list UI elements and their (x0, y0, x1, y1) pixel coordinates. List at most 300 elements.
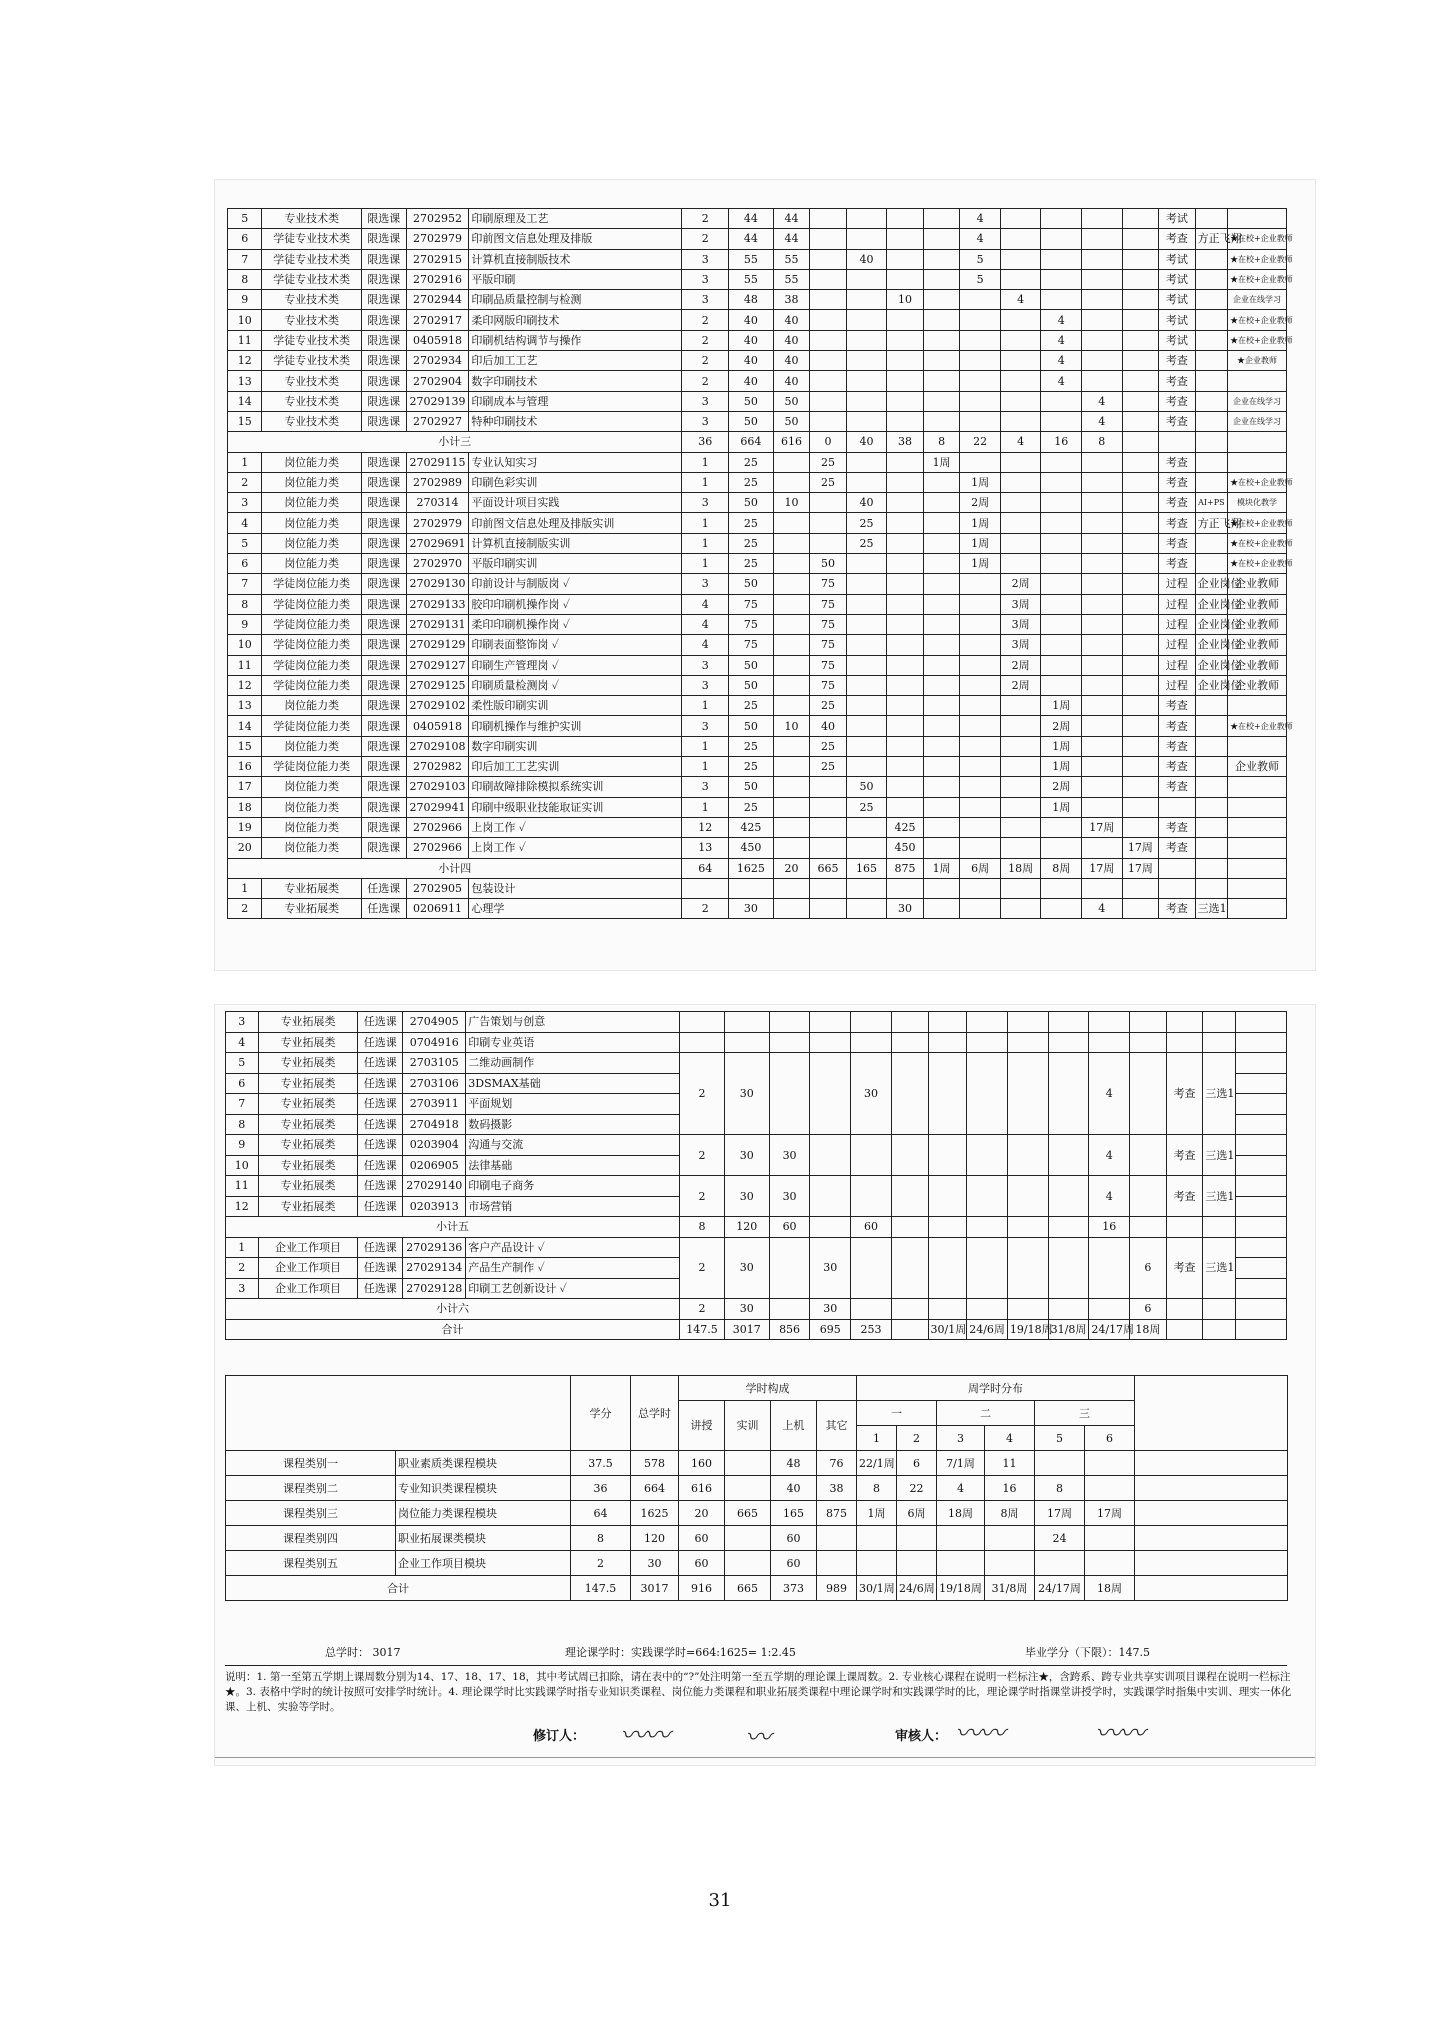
table-cell: 40 (773, 330, 810, 350)
table-cell (960, 290, 1001, 310)
table-cell: 任选课 (358, 1176, 403, 1197)
table-cell: 限选课 (361, 209, 406, 229)
table-cell: ★在校+企业教师 (1228, 554, 1287, 574)
table-cell: 考查 (1159, 716, 1196, 736)
table-cell (923, 554, 960, 574)
table-cell: 企业岗位 (1195, 635, 1227, 655)
table-cell: 2 (682, 310, 729, 330)
table-row (228, 878, 1287, 898)
table-cell: 44 (773, 209, 810, 229)
table-cell: 限选课 (361, 371, 406, 391)
table-cell: 38 (773, 290, 810, 310)
table-cell: 64 (682, 858, 729, 878)
table-cell (846, 614, 887, 634)
table-cell: 2702982 (406, 757, 469, 777)
table-cell (923, 351, 960, 371)
summary-table (225, 1375, 1288, 1601)
table-cell (1000, 310, 1041, 330)
table-cell: 限选课 (361, 249, 406, 269)
table-cell (1082, 371, 1123, 391)
table-cell: 过程 (1159, 635, 1196, 655)
table-cell (887, 472, 924, 492)
table-cell: 企业在线学习 (1228, 290, 1287, 310)
table-cell: 法律基础 (466, 1155, 680, 1176)
table-cell: 2702916 (406, 269, 469, 289)
table-cell: 2702966 (406, 817, 469, 837)
table-cell (1041, 229, 1082, 249)
table-cell (923, 696, 960, 716)
table-cell (773, 797, 810, 817)
table-cell: 模块化教学 (1228, 493, 1287, 513)
table-cell: 24/6周 (897, 1576, 937, 1601)
table-cell: 16 (1089, 1217, 1130, 1238)
table-cell: 40 (729, 371, 774, 391)
table-cell: 2704918 (403, 1114, 466, 1135)
table-row (228, 655, 1287, 675)
header-credit: 学分 (571, 1376, 631, 1451)
table-cell: 30 (769, 1176, 810, 1217)
table-cell (1122, 675, 1159, 695)
table-cell: 限选课 (361, 452, 406, 472)
table-cell: 24/6周 (967, 1319, 1008, 1340)
table-cell (1122, 594, 1159, 614)
table-cell (773, 696, 810, 716)
table-cell (1122, 899, 1159, 919)
table-cell: 考查 (1159, 736, 1196, 756)
table-cell (846, 290, 887, 310)
table-cell: 50 (729, 493, 774, 513)
table-cell (846, 594, 887, 614)
table-cell (1041, 249, 1082, 269)
table-cell (1195, 716, 1227, 736)
table-cell: 岗位能力类课程模块 (396, 1501, 571, 1526)
summary-row (226, 1501, 1288, 1526)
table-cell: 三选1 (1195, 899, 1227, 919)
table-cell (1000, 209, 1041, 229)
table-cell: 印刷质量检测岗 ✓ (469, 675, 682, 695)
table-row (228, 899, 1287, 919)
table-cell (1228, 736, 1287, 756)
table-cell (846, 899, 887, 919)
table-cell: 75 (729, 614, 774, 634)
table-cell: 学徒专业技术类 (262, 351, 361, 371)
table-cell (1122, 411, 1159, 431)
table-cell: 包装设计 (469, 878, 682, 898)
subtotal-label: 小计六 (226, 1299, 680, 1320)
table-cell (1122, 229, 1159, 249)
table-cell: 27029115 (406, 452, 469, 472)
table-cell: 2702966 (406, 838, 469, 858)
table-row (228, 310, 1287, 330)
table-cell (887, 736, 924, 756)
table-cell: 3017 (631, 1576, 679, 1601)
table-cell: 1 (682, 533, 729, 553)
table-cell: 专业拓展类 (258, 1094, 358, 1115)
table-cell (960, 371, 1001, 391)
table-cell (846, 472, 887, 492)
table-cell: 3 (682, 675, 729, 695)
table-cell (846, 209, 887, 229)
table-cell: 48 (729, 290, 774, 310)
table-cell: 13 (228, 371, 262, 391)
table-cell: 25 (810, 696, 847, 716)
table-row (226, 1012, 1287, 1033)
table-cell (891, 1299, 928, 1320)
table-cell (923, 655, 960, 675)
table-cell: 印刷专业英语 (466, 1032, 680, 1053)
table-cell: 8 (923, 432, 960, 452)
table-cell: 企业岗位 (1195, 675, 1227, 695)
table-cell (846, 554, 887, 574)
table-cell: 25 (810, 472, 847, 492)
table-cell (851, 1032, 892, 1053)
table-cell (1122, 716, 1159, 736)
table-cell (1041, 594, 1082, 614)
table-cell (769, 1299, 810, 1320)
table-cell (1228, 696, 1287, 716)
table-cell (1195, 817, 1227, 837)
table-cell: 限选课 (361, 716, 406, 736)
table-row (228, 838, 1287, 858)
subtotal-6 (226, 1299, 1287, 1320)
table-cell (1135, 1376, 1288, 1451)
table-row (228, 229, 1287, 249)
table-cell: 数码摄影 (466, 1114, 680, 1135)
table-cell: 18周 (1000, 858, 1041, 878)
table-cell (923, 209, 960, 229)
table-cell (1000, 371, 1041, 391)
table-cell (773, 757, 810, 777)
table-cell: 2703105 (403, 1053, 466, 1074)
summary-total (226, 1576, 1288, 1601)
table-cell: 1 (682, 757, 729, 777)
table-cell: 17周 (1085, 1501, 1135, 1526)
table-cell (923, 838, 960, 858)
table-cell: 40 (729, 351, 774, 371)
table-cell: 1周 (960, 554, 1001, 574)
table-cell (1235, 1114, 1286, 1135)
table-cell: 8周 (985, 1501, 1035, 1526)
table-cell: 4 (960, 229, 1001, 249)
table-cell: 限选课 (361, 472, 406, 492)
table-cell (923, 229, 960, 249)
table-cell: 上岗工作 ✓ (469, 838, 682, 858)
table-cell: 27029131 (406, 614, 469, 634)
table-cell: 75 (729, 635, 774, 655)
table-cell (1166, 1032, 1203, 1053)
table-cell: 40 (773, 351, 810, 371)
table-cell: 13 (682, 838, 729, 858)
table-cell: 10 (226, 1155, 259, 1176)
table-cell (1082, 249, 1123, 269)
table-cell (1041, 817, 1082, 837)
table-cell (887, 777, 924, 797)
table-cell (928, 1012, 967, 1033)
table-cell: 学徒岗位能力类 (262, 614, 361, 634)
table-cell: 0 (810, 432, 847, 452)
table-cell (1235, 1012, 1286, 1033)
table-cell: 3周 (1000, 614, 1041, 634)
table-cell (773, 452, 810, 472)
table-cell (1122, 736, 1159, 756)
table-cell: 6周 (960, 858, 1001, 878)
table-cell (1000, 229, 1041, 249)
table-cell (769, 1032, 810, 1053)
table-cell (1035, 1551, 1085, 1576)
table-cell (810, 1135, 851, 1176)
table-cell: 6 (226, 1073, 259, 1094)
table-cell: 8周 (1041, 858, 1082, 878)
table-cell: 16 (1041, 432, 1082, 452)
table-cell: 3 (682, 290, 729, 310)
table-cell (1089, 1012, 1130, 1033)
table-row (226, 1053, 1287, 1074)
table-cell (960, 330, 1001, 350)
table-cell (1007, 1012, 1048, 1033)
table-cell (773, 472, 810, 492)
table-cell: 4 (1000, 432, 1041, 452)
table-cell (1082, 472, 1123, 492)
table-cell (810, 1217, 851, 1238)
table-cell (1135, 1476, 1288, 1501)
table-cell: 专业拓展类 (258, 1032, 358, 1053)
table-cell: 0203913 (403, 1196, 466, 1217)
table-cell (1235, 1278, 1286, 1299)
table-cell: 4 (1041, 371, 1082, 391)
table-cell: 13 (228, 696, 262, 716)
table-cell: 限选课 (361, 817, 406, 837)
table-cell: 企业工作项目模块 (396, 1551, 571, 1576)
table-cell (846, 269, 887, 289)
table-cell (1235, 1155, 1286, 1176)
table-cell: AI+PS (1195, 493, 1227, 513)
table-cell (1085, 1476, 1135, 1501)
table-cell: 25 (729, 452, 774, 472)
table-cell: 50 (729, 675, 774, 695)
table-cell (1082, 635, 1123, 655)
table-cell: 1 (682, 736, 729, 756)
table-cell: 6 (228, 554, 262, 574)
table-cell (1082, 493, 1123, 513)
table-cell: 2 (226, 1258, 259, 1279)
table-row (228, 472, 1287, 492)
table-cell (226, 1376, 571, 1451)
table-cell: 31/8周 (985, 1576, 1035, 1601)
table-cell (817, 1551, 857, 1576)
table-cell: 1 (682, 797, 729, 817)
table-cell (769, 1053, 810, 1135)
table-cell: 38 (817, 1476, 857, 1501)
table-cell: 55 (729, 249, 774, 269)
table-cell: 2 (680, 1135, 725, 1176)
table-cell: 过程 (1159, 594, 1196, 614)
table-cell: 36 (682, 432, 729, 452)
table-cell: 50 (729, 391, 774, 411)
table-cell: 实训 (725, 1401, 771, 1451)
table-cell: 职业拓展课类模块 (396, 1526, 571, 1551)
table-cell (923, 594, 960, 614)
table-cell: 考查 (1159, 493, 1196, 513)
table-cell (810, 209, 847, 229)
table-cell (923, 472, 960, 492)
table-cell (1082, 594, 1123, 614)
table-cell (1082, 757, 1123, 777)
table-cell: 平面规划 (466, 1094, 680, 1115)
table-cell: 4 (960, 209, 1001, 229)
table-cell: 30 (887, 899, 924, 919)
min-credits: 毕业学分（下限）：147.5 (1025, 1646, 1150, 1659)
table-row (228, 209, 1287, 229)
table-cell (810, 351, 847, 371)
table-cell: 147.5 (680, 1319, 725, 1340)
table-cell: 17周 (1122, 858, 1159, 878)
table-cell: 课程类别四 (226, 1526, 396, 1551)
table-cell: 25 (729, 472, 774, 492)
table-cell: 120 (631, 1526, 679, 1551)
table-cell: 岗位能力类 (262, 838, 361, 858)
table-cell: 165 (771, 1501, 817, 1526)
table-cell (960, 351, 1001, 371)
table-cell: 40 (773, 371, 810, 391)
table-cell: 0405918 (406, 330, 469, 350)
table-cell: 1周 (1041, 757, 1082, 777)
table-cell: ★在校+企业教师 (1228, 269, 1287, 289)
table-cell: 30 (729, 899, 774, 919)
table-cell: 考查 (1166, 1176, 1203, 1217)
table-cell: 10 (773, 716, 810, 736)
table-cell (1048, 1135, 1089, 1176)
table-cell (1228, 838, 1287, 858)
table-cell (960, 391, 1001, 411)
table-cell (923, 899, 960, 919)
table-cell (773, 655, 810, 675)
table-cell (846, 574, 887, 594)
table-cell: 50 (729, 716, 774, 736)
table-cell: 3 (682, 391, 729, 411)
table-cell (923, 513, 960, 533)
table-cell: 25 (846, 533, 887, 553)
table-cell (846, 330, 887, 350)
table-cell: 2 (228, 472, 262, 492)
table-cell: 专业技术类 (262, 371, 361, 391)
table-row (226, 1237, 1287, 1258)
table-cell: 60 (769, 1217, 810, 1238)
table-cell: 印刷中级职业技能取证实训 (469, 797, 682, 817)
table-cell: 考试 (1159, 269, 1196, 289)
table-row (228, 371, 1287, 391)
table-cell: 3 (682, 574, 729, 594)
table-cell: 平版印刷实训 (469, 554, 682, 574)
table-cell: 考试 (1159, 249, 1196, 269)
table-cell (773, 574, 810, 594)
table-cell: 30 (724, 1299, 769, 1320)
table-cell: 12 (226, 1196, 259, 1217)
table-cell: 企业岗位 (1195, 614, 1227, 634)
table-cell: 4 (1089, 1135, 1130, 1176)
table-cell (1082, 574, 1123, 594)
table-cell: 8 (1082, 432, 1123, 452)
table-cell: 425 (729, 817, 774, 837)
table-cell (1235, 1217, 1286, 1238)
table-cell: 方正飞翔 (1195, 229, 1227, 249)
table-cell (810, 493, 847, 513)
table-cell: 30 (851, 1053, 892, 1135)
table-cell: 2702915 (406, 249, 469, 269)
table-cell (1000, 493, 1041, 513)
table-cell (1000, 269, 1041, 289)
table-cell: 岗位能力类 (262, 513, 361, 533)
table-cell: 664 (631, 1476, 679, 1501)
table-cell (1203, 1299, 1236, 1320)
table-cell (887, 757, 924, 777)
table-cell: 企业工作项目 (258, 1258, 358, 1279)
table-cell: 20 (228, 838, 262, 858)
table-cell (1195, 249, 1227, 269)
table-cell (891, 1176, 928, 1217)
table-cell: 25 (846, 797, 887, 817)
header-hours: 总学时 (631, 1376, 679, 1451)
table-cell: 25 (729, 554, 774, 574)
table-cell (810, 371, 847, 391)
table-cell: 专业拓展类 (258, 1053, 358, 1074)
table-cell: 14 (228, 716, 262, 736)
total-hours: 总学时： 3017 (325, 1646, 401, 1659)
table-cell: 30 (810, 1299, 851, 1320)
table-cell: 学徒岗位能力类 (262, 757, 361, 777)
table-cell: 75 (729, 594, 774, 614)
table-cell (1195, 391, 1227, 411)
table-cell (1235, 1094, 1286, 1115)
table-cell: 916 (679, 1576, 725, 1601)
table-cell (1041, 472, 1082, 492)
table-cell (1135, 1451, 1288, 1476)
table-cell: 平面设计项目实践 (469, 493, 682, 513)
table-cell: 55 (773, 269, 810, 289)
scan-page-top (215, 180, 1315, 970)
table-cell: 2702979 (406, 229, 469, 249)
table-cell: 企业教师 (1228, 757, 1287, 777)
table-cell: 147.5 (571, 1576, 631, 1601)
table-cell (773, 635, 810, 655)
table-cell: 27029130 (406, 574, 469, 594)
table-cell (1000, 330, 1041, 350)
subtotal-5 (226, 1217, 1287, 1238)
reviser-signature-1: 〰〰 (620, 1721, 669, 1751)
table-cell (923, 533, 960, 553)
table-cell: 专业认知实习 (469, 452, 682, 472)
table-cell: 限选课 (361, 614, 406, 634)
table-cell (887, 209, 924, 229)
subtotal-3 (228, 432, 1287, 452)
table-cell (725, 1526, 771, 1551)
table-cell: 课程类别五 (226, 1551, 396, 1576)
table-cell (1041, 655, 1082, 675)
table-cell: 0203904 (403, 1135, 466, 1156)
table-cell (985, 1551, 1035, 1576)
table-cell: 7 (226, 1094, 259, 1115)
table-cell (1082, 655, 1123, 675)
table-cell: 上岗工作 ✓ (469, 817, 682, 837)
table-cell: 31/8周 (1048, 1319, 1089, 1340)
table-cell (724, 1032, 769, 1053)
table-cell: 44 (729, 229, 774, 249)
table-cell (891, 1319, 928, 1340)
table-cell: 学徒岗位能力类 (262, 675, 361, 695)
table-cell: 三选1 (1203, 1237, 1236, 1299)
table-cell (1041, 533, 1082, 553)
table-cell (846, 817, 887, 837)
table-cell: 学徒岗位能力类 (262, 635, 361, 655)
